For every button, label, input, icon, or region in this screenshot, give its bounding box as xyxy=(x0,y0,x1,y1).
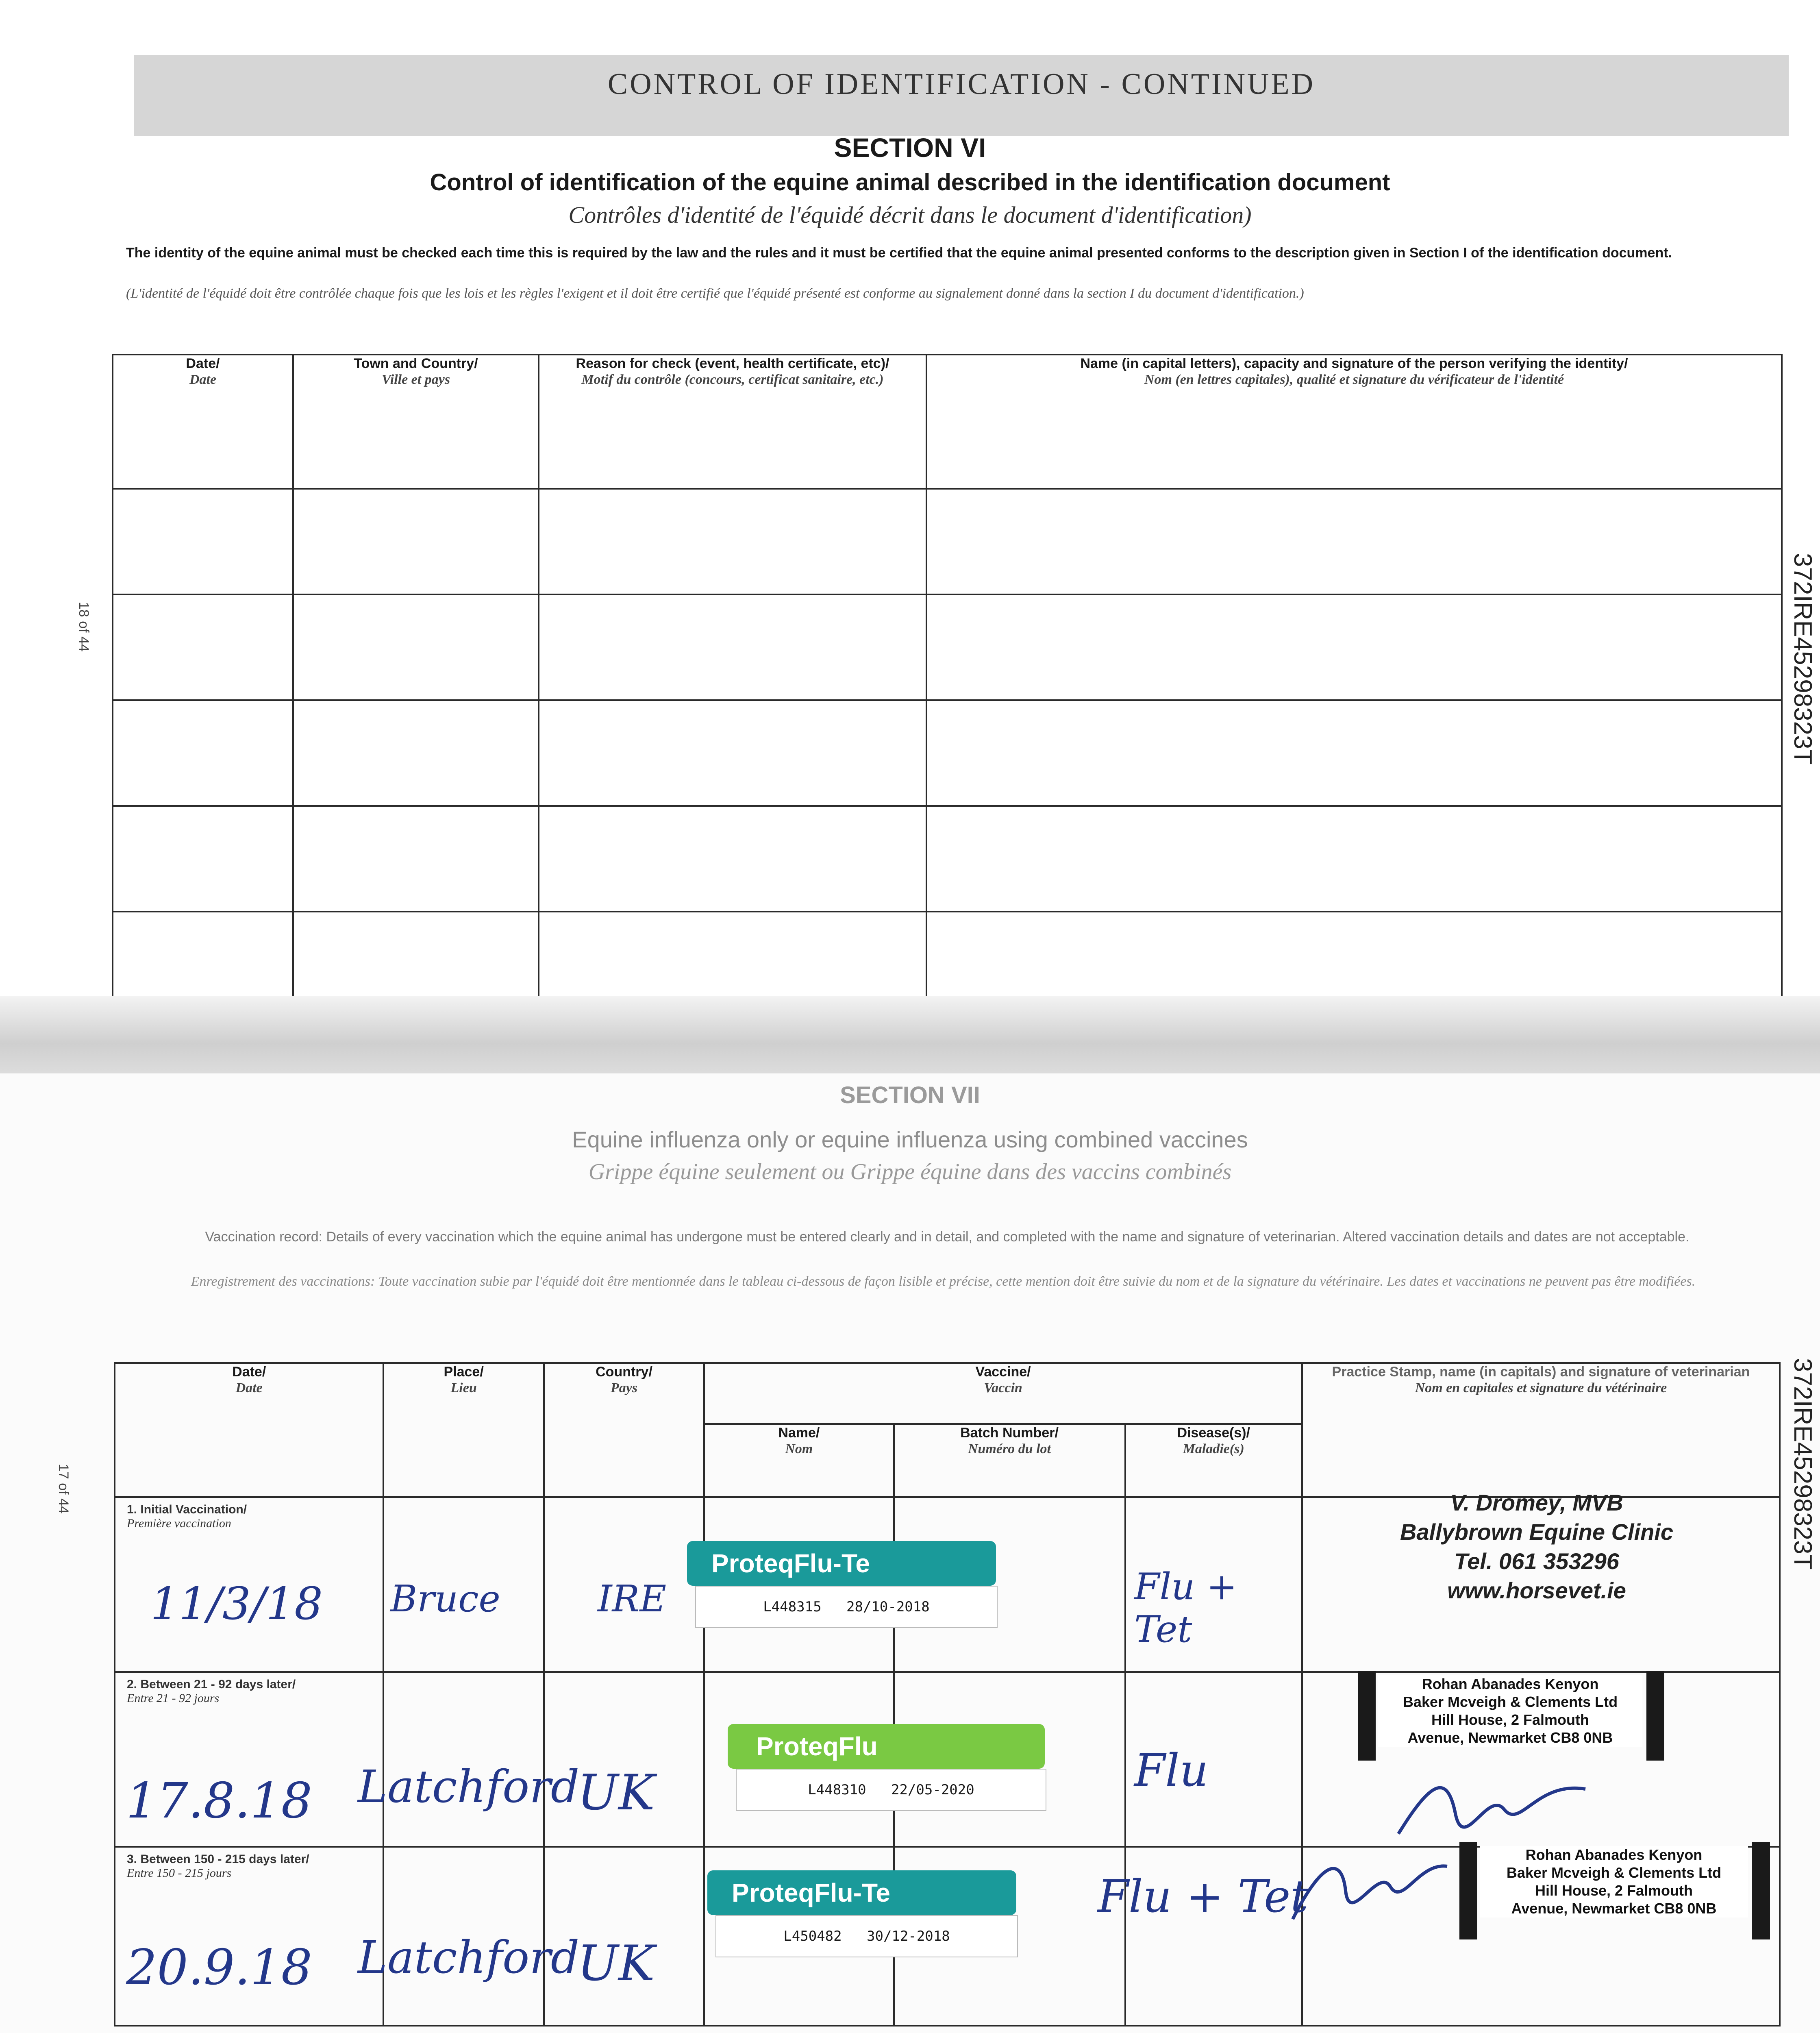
section-title: SECTION VII xyxy=(840,1082,980,1108)
row1-date: 11/3/18 xyxy=(150,1578,323,1630)
vaccine-sticker-batch: L450482 30/12-2018 xyxy=(715,1915,1018,1957)
vaccination-record-fr: Enregistrement des vaccinations: Toute vaccination subie par l'équidé doit être mentionnée dans le tableau ci-dessous de façon lisible et précise, cette mention doit être suivie du nom et de la signature du vétérinaire. Les dates et vaccinations ne peuvent pas être modifiées. xyxy=(191,1274,1696,1289)
page-number: 17 of 44 xyxy=(56,1464,71,1514)
stamp-bar xyxy=(1459,1842,1477,1939)
col-vaccine: Vaccine/ Vaccin xyxy=(704,1363,1302,1424)
col-batch-number: Batch Number/ Numéro du lot xyxy=(894,1424,1125,1497)
row1-place: Bruce xyxy=(390,1578,500,1620)
col-diseases: Disease(s)/ Maladie(s) xyxy=(1125,1424,1302,1497)
row3-disease: Flu + Tet xyxy=(1098,1870,1309,1922)
vaccination-record-en: Vaccination record: Details of every vaccination which the equine animal has undergone must be entered clearly and in detail, and completed with the name and signature of veterinarian. Altered vaccination details and dates are not acceptable. xyxy=(205,1229,1690,1245)
row-label: 1. Initial Vaccination/ Première vaccination xyxy=(127,1503,247,1530)
vaccine-sticker: ProteqFlu xyxy=(728,1724,1045,1769)
section-title: SECTION VI xyxy=(834,133,986,163)
bottom-page xyxy=(0,1073,1820,2033)
col-name-signature: Name (in capital letters), capacity and signature of the person verifying the identity/ Nom (en lettres capitales), qualité et signature du vérificateur de l'identité xyxy=(926,355,1782,489)
stamp-bar xyxy=(1646,1671,1664,1761)
row2-date: 17.8.18 xyxy=(126,1773,313,1829)
table-row xyxy=(113,806,1782,912)
row1-country: IRE xyxy=(598,1578,667,1620)
row2-disease: Flu xyxy=(1134,1744,1209,1796)
col-town-country: Town and Country/ Ville et pays xyxy=(293,355,539,489)
col-practice-stamp: Practice Stamp, name (in capitals) and signature of veterinarian Nom en capitales et signature du vétérinaire xyxy=(1302,1363,1780,1497)
row3-date: 20.9.18 xyxy=(126,1939,313,1996)
row2-country: UK xyxy=(577,1765,655,1821)
vaccine-sticker-batch: L448310 22/05-2020 xyxy=(736,1769,1046,1811)
page-number: 18 of 44 xyxy=(76,602,91,652)
col-country: Country/ Pays xyxy=(544,1363,704,1497)
side-id: 372IRE45298323T xyxy=(1789,553,1817,765)
table-row xyxy=(113,700,1782,806)
heading-en: Equine influenza only or equine influenza using combined vaccines xyxy=(572,1127,1248,1152)
row-label: 2. Between 21 - 92 days later/ Entre 21 - 92 jours xyxy=(127,1678,296,1705)
practice-stamp-2: Rohan Abanades Kenyon Baker Mcveigh & Clements Ltd Hill House, 2 Falmouth Avenue, Newmarket CB8 0NB xyxy=(1378,1675,1642,1747)
row2-place: Latchford xyxy=(358,1761,580,1813)
col-place: Place/ Lieu xyxy=(383,1363,544,1497)
instructions-en: The identity of the equine animal must be checked each time this is required by the law and the rules and it must be certified that the equine animal presented conforms to the description given in Section I of the identification document. xyxy=(126,245,1672,261)
heading-fr: Grippe équine seulement ou Grippe équine dans des vaccins combinés xyxy=(588,1159,1232,1184)
row3-country: UK xyxy=(577,1935,655,1992)
col-reason: Reason for check (event, health certificate, etc)/ Motif du contrôle (concours, certificat sanitaire, etc.) xyxy=(539,355,926,489)
col-date: Date/ Date xyxy=(113,355,293,489)
vaccine-sticker: ProteqFlu-Te xyxy=(687,1541,996,1586)
vaccine-sticker: ProteqFlu-Te xyxy=(707,1870,1016,1915)
col-date: Date/ Date xyxy=(115,1363,383,1497)
row1-disease: Flu + Tet xyxy=(1134,1565,1237,1651)
band-title: CONTROL OF IDENTIFICATION - CONTINUED xyxy=(607,67,1316,101)
veterinarian-signature xyxy=(1285,1846,1455,1927)
row-label: 3. Between 150 - 215 days later/ Entre 150 - 215 jours xyxy=(127,1852,309,1880)
heading-fr: Contrôles d'identité de l'équidé décrit dans le document d'identification) xyxy=(568,202,1252,228)
side-id: 372IRE45298323T xyxy=(1789,1358,1817,1570)
stamp-bar xyxy=(1752,1842,1770,1939)
practice-stamp-1: V. Dromey, MVB Ballybrown Equine Clinic Tel. 061 353296 www.horsevet.ie xyxy=(1400,1490,1674,1603)
instructions-fr: (L'identité de l'équidé doit être contrôlée chaque fois que les lois et les règles l'exigent et il doit être certifié que l'équidé présenté est conforme au signalement donné dans la section I du document d'identification.) xyxy=(126,286,1304,301)
identification-check-table xyxy=(112,354,1783,1034)
stamp-bar xyxy=(1358,1671,1376,1761)
vaccine-sticker-batch: L448315 28/10-2018 xyxy=(695,1586,998,1628)
col-vaccine-name: Name/ Nom xyxy=(704,1424,894,1497)
veterinarian-signature xyxy=(1382,1765,1594,1846)
heading-en: Control of identification of the equine animal described in the identification document xyxy=(430,169,1390,196)
practice-stamp-3: Rohan Abanades Kenyon Baker Mcveigh & Clements Ltd Hill House, 2 Falmouth Avenue, Newmarket CB8 0NB xyxy=(1480,1846,1748,1918)
table-row xyxy=(113,594,1782,700)
table-row xyxy=(113,489,1782,594)
row3-place: Latchford xyxy=(358,1931,580,1983)
